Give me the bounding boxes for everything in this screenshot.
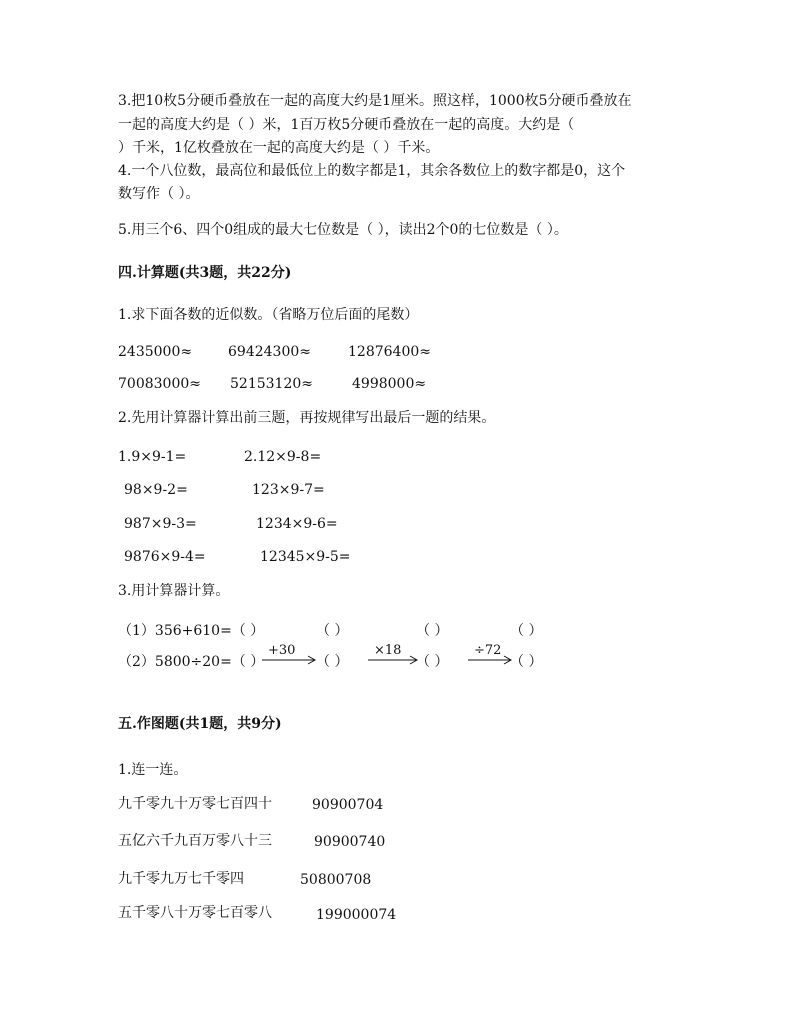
calc-item: 98×9-2= [124,482,188,498]
match-number: 50800708 [300,872,372,888]
op-label: ×18 [374,643,402,658]
answer-blank: （ ） [316,654,349,670]
calc-item: 1.9×9-1= [118,449,187,465]
q3-line3: ）千米，1亿枚叠放在一起的高度大约是（ ）千米。 [118,140,440,156]
section4-heading: 四.计算题(共3题，共22分) [118,265,292,281]
approx-item: 52153120≈ [230,376,313,392]
calc-chain-expr-2: （2）5800÷20=（ ） [118,654,265,670]
right-arrow-icon [262,654,318,666]
approx-item: 2435000≈ [118,344,193,360]
answer-blank: （ ） [510,654,543,670]
s5-q1-prompt: 1.连一连。 [118,762,188,778]
approx-item: 70083000≈ [118,376,201,392]
calc-item: 12345×9-5= [260,549,351,565]
s4-q3-prompt: 3.用计算器计算。 [118,583,230,599]
answer-blank: （ ） [416,623,449,639]
q5-text: 5.用三个6、四个0组成的最大七位数是（ ），读出2个0的七位数是（ ）。 [118,222,568,238]
op-label: ÷72 [474,643,502,658]
approx-item: 69424300≈ [228,344,311,360]
answer-blank: （ ） [416,654,449,670]
q4-line1: 4.一个八位数，最高位和最低位上的数字都是1，其余各数位上的数字都是0，这个 [118,163,626,179]
answer-blank: （ ） [510,623,543,639]
match-number: 90900740 [314,834,386,850]
calc-item: 2.12×9-8= [244,449,322,465]
s4-q1-prompt: 1.求下面各数的近似数。（省略万位后面的尾数） [118,307,419,323]
op-label: +30 [268,643,296,658]
calc-item: 123×9-7= [252,482,325,498]
section5-heading: 五.作图题(共1题，共9分) [118,716,282,732]
match-words: 九千零九万七千零四 [118,871,244,887]
calc-item: 1234×9-6= [256,516,338,532]
match-words: 五亿六千九百万零八十三 [118,833,272,849]
q4-line2: 数写作（ ）。 [118,186,200,202]
match-words: 五千零八十万零七百零八 [118,905,272,921]
right-arrow-icon [368,654,420,666]
match-number: 199000074 [316,907,397,923]
approx-item: 4998000≈ [352,376,427,392]
right-arrow-icon [468,654,514,666]
q3-line2: 一起的高度大约是（ ）米，1百万枚5分硬币叠放在一起的高度。大约是（ [118,117,575,133]
q3-line1: 3.把10枚5分硬币叠放在一起的高度大约是1厘米。照这样，1000枚5分硬币叠放在 [118,93,632,109]
match-number: 90900704 [312,797,384,813]
answer-blank: （ ） [316,623,349,639]
calc-item: 987×9-3= [124,516,197,532]
approx-item: 12876400≈ [348,344,431,360]
calc-item: 9876×9-4= [124,549,206,565]
calc-chain-expr-1: （1）356+610=（ ） [118,623,265,639]
match-words: 九千零九十万零七百四十 [118,796,272,812]
s4-q2-prompt: 2.先用计算器计算出前三题，再按规律写出最后一题的结果。 [118,410,496,426]
